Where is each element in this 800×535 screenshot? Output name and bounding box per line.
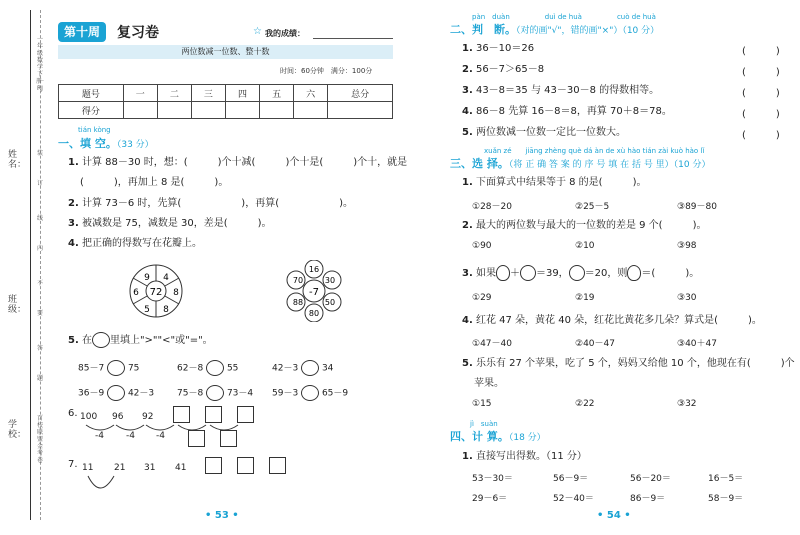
calc-item: 58－9＝: [708, 494, 744, 504]
question-number: 2.: [462, 64, 473, 75]
equation-part: ＝( )。: [641, 268, 700, 279]
petal-value: 8: [163, 305, 169, 315]
answer-box[interactable]: [237, 457, 254, 474]
answer-box[interactable]: [237, 406, 254, 423]
answer-box[interactable]: [173, 406, 190, 423]
calc-item: 56－9＝: [553, 474, 589, 484]
question-number: 7.: [68, 459, 78, 470]
question-number: 3.: [68, 218, 79, 229]
score-label: 我的成绩：: [265, 29, 305, 38]
compare-left: 85－7: [78, 363, 105, 374]
petal-value: 50: [324, 298, 336, 307]
sequence-number: 21: [114, 463, 126, 473]
choice-question: [462, 357, 795, 370]
table-cell: 一: [123, 85, 157, 102]
answer-paren[interactable]: ( ): [742, 88, 780, 99]
sequence-number: 11: [82, 463, 94, 473]
question-number: 6.: [68, 408, 78, 419]
binding-rule: [30, 10, 31, 520]
question-number: 2.: [68, 198, 79, 209]
question-text: 乐乐有 27 个苹果，吃了 5 个，妈妈又给他 10 个，他现在有( )个: [475, 358, 795, 369]
table-cell: 题号: [59, 85, 124, 102]
section-points: （18 分）: [508, 433, 546, 443]
question-text: 86－8 先算 16－8＝8，再算 70＋8＝78。: [475, 106, 672, 117]
week-badge: 第十周: [58, 22, 106, 42]
series-label: 百校联盟金考卷: [36, 415, 43, 464]
answer-box[interactable]: [205, 406, 222, 423]
score-table: [58, 84, 393, 119]
sequence-op: -4: [126, 431, 135, 441]
compare-item: [78, 385, 154, 401]
score-cell[interactable]: [328, 102, 393, 119]
cut-char: 要: [36, 310, 43, 317]
question-1: [68, 156, 407, 169]
apple-icon: [569, 265, 585, 281]
compare-left: 36－9: [78, 388, 105, 399]
judge-item: [462, 84, 659, 97]
judge-item: [462, 105, 672, 118]
petal-value: 80: [308, 309, 320, 318]
petal-value: 30: [324, 276, 336, 285]
cut-char: 不: [36, 280, 43, 287]
compare-right: 75: [127, 363, 140, 374]
option[interactable]: ①29: [472, 293, 492, 303]
question-5: [68, 332, 213, 348]
compare-item: [78, 360, 139, 376]
table-cell: 总分: [328, 85, 393, 102]
compare-left: 75－8: [177, 388, 204, 399]
question-text: 里填上">""<"或"="。: [109, 335, 213, 346]
table-cell: 得分: [59, 102, 124, 119]
petal-value: 16: [308, 265, 320, 274]
subtitle-banner: 两位数减一位数、整十数: [58, 45, 393, 59]
question-number: 5.: [462, 127, 473, 138]
option[interactable]: ③40＋47: [677, 339, 717, 349]
question-text: 红花 47 朵，黄花 40 朵，红花比黄花多几朵？算式是( )。: [475, 315, 762, 326]
binding-strip: [0, 0, 50, 535]
section-title-text: 二、判 断。: [450, 23, 516, 36]
question-number: 5.: [462, 358, 473, 369]
question-text: 两位数减一位数一定比一位数大。: [475, 127, 626, 138]
compare-right: 42－3: [127, 388, 155, 399]
answer-box[interactable]: [188, 430, 205, 447]
calc-item: 86－9＝: [630, 494, 666, 504]
score-table-header: [59, 85, 393, 102]
cut-char: 装: [36, 150, 43, 157]
answer-paren[interactable]: ( ): [742, 67, 780, 78]
compare-circle[interactable]: [301, 385, 319, 401]
question-1-cont: ( )，再加上 8 是( )。: [80, 177, 229, 188]
choice-question: [462, 314, 762, 327]
judge-item: [462, 42, 534, 55]
section-title-text: 四、计 算。: [450, 430, 509, 443]
calc-intro: [462, 450, 587, 463]
score-cell[interactable]: [157, 102, 191, 119]
table-cell: 五: [260, 85, 294, 102]
calc-item: 29－6＝: [472, 494, 508, 504]
name-label: 姓名：: [8, 150, 27, 170]
petal-value: 4: [163, 273, 169, 283]
question-text: 计算 88－30 时，想：( )个十减( )个十是( )个十，就是: [81, 157, 408, 168]
sequence-arcs: [82, 423, 272, 435]
page-title: 复习卷: [117, 25, 159, 41]
petal-value: 88: [292, 298, 304, 307]
question-text: 36－10＝26: [475, 43, 535, 54]
cut-char: 线: [36, 215, 43, 222]
question-text: 最大的两位数与最大的一位数的差是 9 个( )。: [475, 220, 707, 231]
option[interactable]: ②22: [575, 399, 595, 409]
section-points: （将 正 确 答 案 的 序 号 填 在 括 号 里）（10 分）: [508, 160, 711, 170]
question-text: 在: [81, 335, 92, 346]
table-cell: 三: [191, 85, 225, 102]
sequence-arc: [116, 425, 144, 430]
sequence-number: 92: [142, 412, 154, 422]
cut-char: 内: [36, 245, 43, 252]
page-number: • 54 •: [597, 510, 631, 521]
question-text: 被减数是 75，减数是 30，差是( )。: [81, 218, 272, 229]
equation-part: ＝20，则: [584, 268, 628, 279]
compare-circle[interactable]: [107, 385, 125, 401]
compare-item: [177, 385, 253, 401]
section-points: （对的画"√"，错的画"×"）（10 分）: [516, 26, 660, 36]
calc-item: 53－30＝: [472, 474, 513, 484]
section-title: [450, 155, 711, 171]
flower-diagram: [128, 263, 184, 319]
compare-item: [272, 385, 348, 401]
sequence-number: 41: [175, 463, 187, 473]
question-text: 把正确的得数写在花瓣上。: [81, 238, 202, 249]
score-cell[interactable]: [123, 102, 157, 119]
page-number: • 53 •: [205, 510, 239, 521]
book-label: 一年级数学下册·RJ: [36, 36, 44, 92]
question-number: 1.: [462, 177, 473, 188]
section-title: [450, 21, 659, 37]
score-cell[interactable]: [260, 102, 294, 119]
sequence-arc: [88, 476, 114, 488]
score-table-row: [59, 102, 393, 119]
section-pinyin: tián kòng: [78, 126, 111, 134]
section-title-text: 一、填 空。: [58, 137, 117, 150]
question-2: [68, 197, 353, 210]
compare-circle[interactable]: [206, 360, 224, 376]
section-points: （33 分）: [116, 140, 154, 150]
option[interactable]: ①28－20: [472, 202, 512, 212]
question-text: 计算 73－6 时，先算( )，再算( )。: [81, 198, 354, 209]
option[interactable]: ②10: [575, 241, 595, 251]
score-field[interactable]: [313, 38, 393, 39]
section-pinyin: jì suàn: [470, 420, 498, 428]
flower-center-value: 72: [149, 287, 163, 298]
question-number: 3.: [462, 85, 473, 96]
question-number: 1.: [68, 157, 79, 168]
answer-paren[interactable]: ( ): [742, 130, 780, 141]
score-cell[interactable]: [294, 102, 328, 119]
question-text: 下面算式中结果等于 8 的是( )。: [475, 177, 647, 188]
question-text: 43－8＝35 与 43－30－8 的得数相等。: [475, 85, 660, 96]
question-text: 苹果。: [474, 378, 504, 389]
compare-right: 73－4: [226, 388, 254, 399]
cut-char: 订: [36, 180, 43, 187]
petal-value: 6: [133, 288, 139, 298]
question-number: 3.: [462, 268, 473, 279]
cut-char: 题: [36, 375, 43, 382]
compare-left: 42－3: [272, 363, 299, 374]
table-cell: 六: [294, 85, 328, 102]
calc-item: 56－20＝: [630, 474, 671, 484]
compare-item: [177, 360, 238, 376]
table-cell: 四: [225, 85, 259, 102]
petal-value: 5: [144, 305, 150, 315]
compare-item: [272, 360, 333, 376]
section-title: [450, 428, 546, 444]
calc-item: 52－40＝: [553, 494, 594, 504]
compare-right: 65－9: [321, 388, 349, 399]
question-number: 4.: [462, 315, 473, 326]
petal-value: 8: [173, 288, 179, 298]
judge-item: [462, 126, 626, 139]
option[interactable]: ②40－47: [575, 339, 615, 349]
school-label: 学校：: [8, 420, 27, 440]
answer-box[interactable]: [220, 430, 237, 447]
flower-center-value: -7: [309, 287, 319, 298]
compare-left: 62－8: [177, 363, 204, 374]
option[interactable]: ②25－5: [575, 202, 610, 212]
score-cell[interactable]: [225, 102, 259, 119]
option[interactable]: ③89－80: [677, 202, 717, 212]
compare-circle-icon: [92, 332, 110, 348]
question-4: [68, 237, 202, 250]
class-label: 班级：: [8, 295, 27, 315]
score-cell[interactable]: [191, 102, 225, 119]
question-text: 直接写出得数。（11 分）: [475, 451, 587, 462]
flower-diagram: [283, 260, 345, 322]
sequence-arc: [86, 425, 114, 430]
choice-question: [462, 219, 706, 232]
sequence-number: 100: [80, 412, 98, 422]
judge-item: [462, 63, 544, 76]
compare-left: 59－3: [272, 388, 299, 399]
compare-circle[interactable]: [107, 360, 125, 376]
sequence-arc: [146, 425, 174, 430]
petal-value: 70: [292, 276, 304, 285]
choice-question: [462, 176, 646, 189]
section-pinyin: pàn duàn duì de huà cuò de huà: [472, 13, 656, 21]
sequence-op: -4: [156, 431, 165, 441]
question-number: 2.: [462, 220, 473, 231]
option[interactable]: ②19: [575, 293, 595, 303]
sequence-number: 31: [144, 463, 156, 473]
pear-icon: [627, 265, 641, 281]
question-number: 5.: [68, 335, 79, 346]
question-3: [68, 217, 272, 230]
question-number: 4.: [462, 106, 473, 117]
answer-paren[interactable]: ( ): [742, 109, 780, 120]
calc-item: 16－5＝: [708, 474, 744, 484]
option[interactable]: ③30: [677, 293, 697, 303]
question-text: 56－7＞65－8: [475, 64, 545, 75]
question-number: 1.: [462, 43, 473, 54]
compare-right: 55: [226, 363, 239, 374]
section-title: [58, 135, 154, 151]
question-number: 1.: [462, 451, 473, 462]
answer-box[interactable]: [205, 457, 222, 474]
question-number: 4.: [68, 238, 79, 249]
pear-icon: [496, 265, 510, 281]
section-title-text: 三、选 择。: [450, 157, 509, 170]
star-icon: ☆: [253, 26, 262, 37]
apple-icon: [520, 265, 536, 281]
cut-char: 答: [36, 345, 43, 352]
equation-part: ＝39，: [535, 268, 569, 279]
sequence-number: 96: [112, 412, 124, 422]
option[interactable]: ③32: [677, 399, 697, 409]
choice-question: [462, 265, 699, 281]
petal-value: 9: [144, 273, 150, 283]
equation-part: ＋: [509, 268, 520, 279]
question-text: 如果: [475, 268, 496, 279]
option[interactable]: ①15: [472, 399, 492, 409]
option[interactable]: ①90: [472, 241, 492, 251]
time-info: 时间：60分钟 满分：100分: [280, 67, 373, 75]
compare-circle[interactable]: [301, 360, 319, 376]
sequence-op: -4: [95, 431, 104, 441]
compare-circle[interactable]: [206, 385, 224, 401]
answer-paren[interactable]: ( ): [742, 46, 780, 57]
answer-box[interactable]: [269, 457, 286, 474]
option[interactable]: ③98: [677, 241, 697, 251]
option[interactable]: ①47－40: [472, 339, 512, 349]
sequence-arcs: [84, 474, 124, 504]
compare-right: 34: [321, 363, 334, 374]
table-cell: 二: [157, 85, 191, 102]
section-pinyin: xuǎn zé jiāng zhèng què dá àn de xù hào tián zài kuò hào lǐ: [484, 147, 705, 155]
